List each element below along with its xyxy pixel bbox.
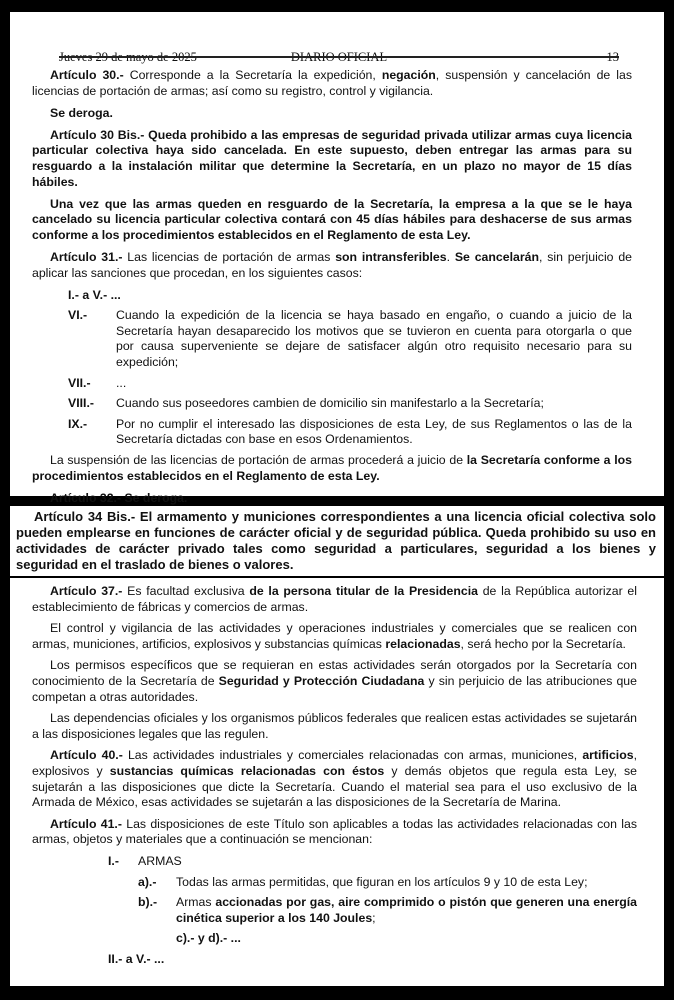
fraction-vi: VI.- Cuando la expedición de la licencia se haya basado en engaño, o cuando a juicio de la Secretaría hayan desaparecido los motivos que se tuvieron en cuenta para otorgarla o que por causa superveniente se dejare de satisfacer algún otro requisito necesario para su expedición; <box>68 308 632 369</box>
fraction-i-v: I.- a V.- ... <box>68 287 121 302</box>
art31-paragraph: Artículo 31.- Las licencias de portación de armas son intransferibles. Se cancelarán, sin perjuicio de aplicar las sanciones que procedan, en los siguientes casos: <box>32 249 632 280</box>
art41-paragraph: Artículo 41.- Las disposiciones de este Título son aplicables a todas las actividades relacionadas con las armas, objetos y materiales que a continuación se mencionan: <box>32 816 637 847</box>
dependencias-paragraph: Las dependencias oficiales y los organismos públicos federales que realicen estas actividades se sujetarán a las disposiciones legales que las regulen. <box>32 711 637 741</box>
art30-paragraph: Artículo 30.- Corresponde a la Secretaría la expedición, negación, suspensión y cancelación de las licencias de portación de armas; así como su registro, control y vigilancia. <box>32 68 633 98</box>
control-paragraph: El control y vigilancia de las actividades y operaciones industriales y comerciales que se realicen con armas, municiones, artificios, explosivos y substancias químicas relacionadas, será hecho por la Secretaría. <box>32 621 637 651</box>
lower-content <box>32 584 637 972</box>
art30bis-paragraph-2: Una vez que las armas queden en resguardo de la Secretaría, la empresa a la que se le haya cancelado su licencia particular colectiva contará con 45 días hábiles para deshacerse de sus armas conforme a los procedimientos establecidos en el Reglamento de esta Ley. <box>32 196 632 242</box>
inciso-a: a).- Todas las armas permitidas, que figuran en los artículos 9 y 10 de esta Ley; <box>138 874 588 889</box>
art40-paragraph: Artículo 40.- Las actividades industriales y comerciales relacionadas con armas, municiones, artificios, explosivos y sustancias químicas relacionadas con éstos y demás objetos que regula esta Ley, se sujetarán a las disposiciones que dicte la Secretaría. Cuando el material sea para el uso exclusivo de la Armada de México, esas actividades se sujetarán a las disposiciones de la Secretaría de Marina. <box>32 748 637 810</box>
fraction-ii-v: II.- a V.- ... <box>108 951 165 966</box>
art34bis-paragraph: Artículo 34 Bis.- El armamento y municiones correspondientes a una licencia oficial colectiva solo pueden emplearse en funciones de carácter oficial y de seguridad pública. Queda prohibido su uso en actividades de carácter privado tales como seguridad a particulares, seguridad a los bienes y seguridad en el traslado de bienes o valores. <box>16 509 656 572</box>
art30bis-paragraph: Artículo 30 Bis.- Queda prohibido a las empresas de seguridad privada utilizar armas cuya licencia particular colectiva haya sido cancelada. En este supuesto, deben entregar las armas para su resguardo a la instalación militar que determine la Secretaría, en un plazo no mayor de 15 días hábiles. <box>32 127 632 189</box>
suspension-paragraph: La suspensión de las licencias de portación de armas procederá a juicio de la Secretaría conforme a los procedimientos establecidos en el Reglamento de esta Ley. <box>32 452 632 483</box>
fraction-viii: VIII.- Cuando sus poseedores cambien de domicilio sin manifestarlo a la Secretaría; <box>68 396 544 411</box>
art37-paragraph: Artículo 37.- Es facultad exclusiva de la persona titular de la Presidencia de la República autorizar el establecimiento de fábricas y comercios de armas. <box>32 584 638 614</box>
fraction-vii: VII.- ... <box>68 375 127 390</box>
upper-content <box>32 68 632 513</box>
art32-paragraph: Artículo 32.- Se deroga. <box>50 490 188 505</box>
inciso-c-d: c).- y d).- ... <box>176 931 241 946</box>
fraction-i-armas: I.- ARMAS <box>108 853 182 868</box>
lower-page-section <box>10 578 664 986</box>
se-deroga: Se deroga. <box>50 105 113 120</box>
fraction-ix: IX.- Por no cumplir el interesado las disposiciones de esta Ley, de sus Reglamentos o las de la Secretaría dictadas con base en esos Ordenamientos. <box>68 416 632 447</box>
inciso-b: b).- Armas accionadas por gas, aire comprimido o pistón que generen una energía cinética superior a los 140 Joules; <box>138 895 637 925</box>
permisos-paragraph: Los permisos específicos que se requieran en estas actividades serán otorgados por la Secretaría con conocimiento de la Secretaría de Seguridad y Protección Ciudadana y sin perjuicio de las atribuciones que competan a otras autoridades. <box>32 658 637 704</box>
upper-content-wrap <box>10 12 664 505</box>
highlighted-article-section <box>10 506 664 576</box>
